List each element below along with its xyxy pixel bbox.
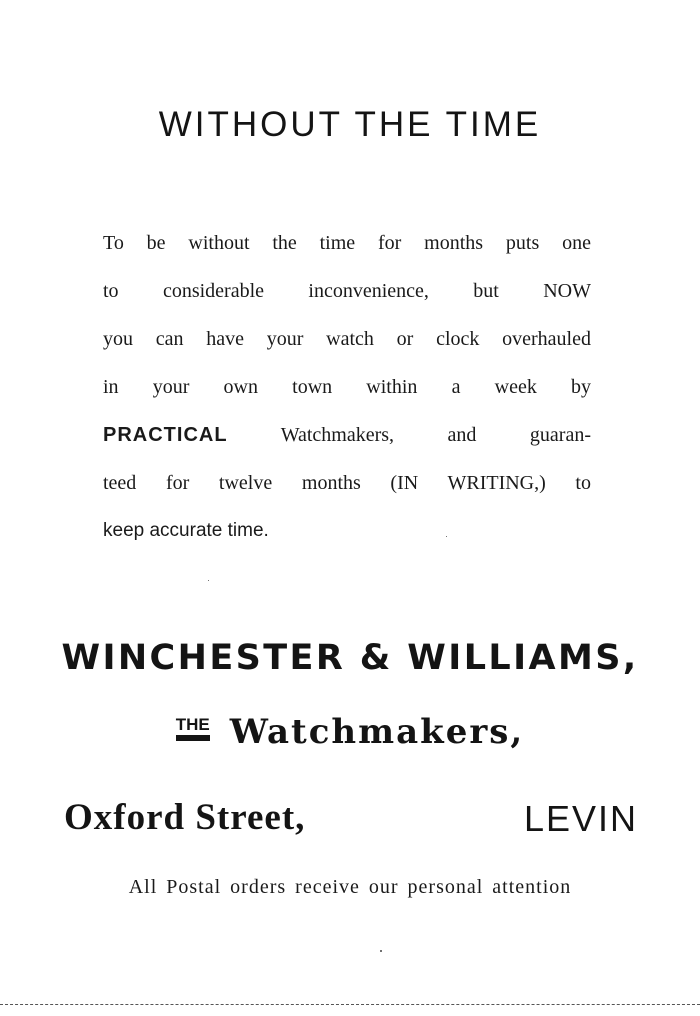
print-speck (446, 536, 447, 537)
tagline-prefix-text: THE (175, 714, 210, 734)
page-heading: WITHOUT THE TIME (158, 105, 542, 144)
print-speck (380, 950, 382, 952)
body-line-5 (103, 420, 591, 468)
body-line-3: you can have your watch or clock overhauled (103, 328, 591, 350)
tagline-prefix (176, 716, 210, 741)
practical-emphasis: PRACTICAL (103, 424, 228, 446)
bottom-rule (0, 1004, 700, 1005)
prefix-underbar (176, 735, 210, 741)
body-line-6: teed for twelve months (IN WRITING,) to (103, 472, 591, 494)
body-text (103, 228, 591, 564)
company-name: WINCHESTER & WILLIAMS, (61, 638, 639, 678)
body-line-1: To be without the time for months puts one (103, 232, 591, 254)
tagline (0, 712, 700, 752)
body-line-5-rest: Watchmakers, and guaran- (280, 424, 592, 446)
tagline-main: Watchmakers, (229, 712, 525, 752)
footer-note: All Postal orders receive our personal attention (128, 876, 572, 898)
body-line-7: keep accurate time. (103, 520, 269, 541)
print-speck (208, 580, 209, 581)
town-name: LEVIN (523, 798, 638, 839)
body-line-4: in your own town within a week by (103, 376, 591, 398)
body-line-2: to considerable inconvenience, but NOW (103, 280, 591, 302)
street-address: Oxford Street, (64, 797, 306, 838)
